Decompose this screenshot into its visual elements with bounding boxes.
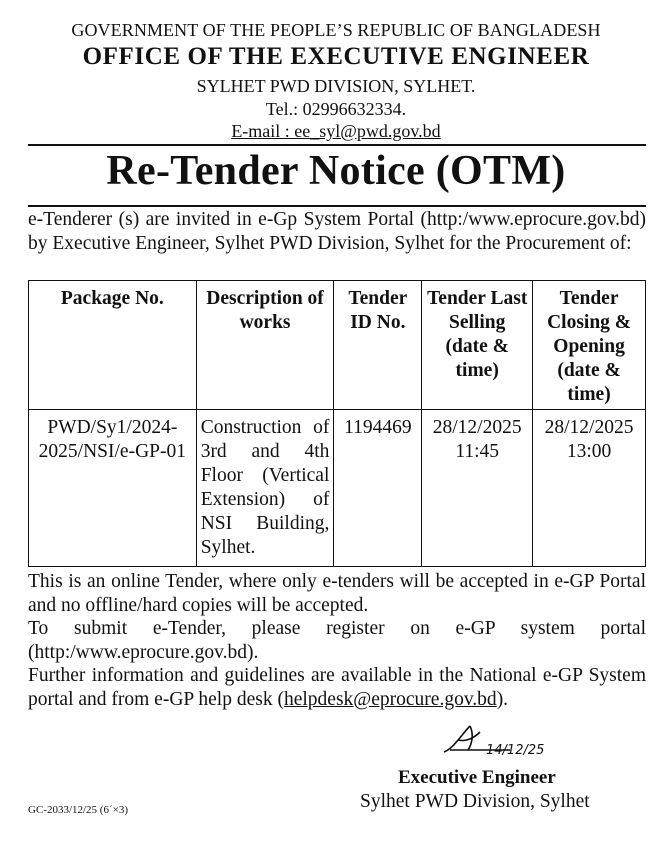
header-tender-id: Tender ID No.	[334, 281, 422, 410]
header-package-no: Package No.	[29, 281, 197, 410]
tender-table	[28, 280, 646, 567]
table-row	[29, 410, 646, 567]
top-divider	[28, 144, 646, 146]
description-cell: Construction of 3rd and 4th Floor (Vertical Extension) of NSI Building, Sylhet.	[196, 410, 334, 567]
bottom-divider	[28, 205, 646, 207]
email-text: E-mail : ee_syl@pwd.gov.bd	[231, 121, 441, 141]
table-header-row	[29, 281, 646, 410]
notice-title: Re-Tender Notice (OTM)	[106, 148, 566, 194]
last-selling-cell	[422, 410, 533, 567]
closing-time: 13:00	[566, 441, 612, 462]
email-line	[0, 121, 672, 142]
last-selling-date: 28/12/2025	[432, 417, 522, 438]
package-cell: PWD/Sy1/2024-2025/NSI/e-GP-01	[29, 410, 197, 567]
tender-id-cell: 1194469	[334, 410, 422, 567]
government-heading: GOVERNMENT OF THE PEOPLE’S REPUBLIC OF BANGLADESH	[71, 20, 601, 40]
telephone-line: Tel.: 02996632334.	[265, 99, 407, 119]
signature-mark	[440, 720, 550, 760]
last-selling-time: 11:45	[455, 441, 500, 462]
signatory-office: Sylhet PWD Division, Sylhet	[360, 791, 590, 812]
header-closing-opening: Tender Closing & Opening (date & time)	[533, 281, 646, 410]
helpdesk-email-link[interactable]: helpdesk@eprocure.gov.bd	[283, 688, 497, 710]
signatory-title: Executive Engineer	[398, 767, 556, 788]
intro-paragraph: e-Tenderer (s) are invited in e-Gp System Portal (http:/www.eprocure.gov.bd) by Executive Engineer, Sylhet PWD Division, Sylhet for the Procurement of:	[28, 209, 646, 254]
closing-cell	[533, 410, 646, 567]
register-note: To submit e-Tender, please register on e-GP system portal (http:/www.eprocure.gov.bd).	[28, 618, 646, 663]
signature-date: 14/12/25	[486, 743, 545, 758]
office-heading: OFFICE OF THE EXECUTIVE ENGINEER	[82, 43, 590, 70]
notes-section	[28, 570, 646, 711]
gc-reference-code: GC-2033/12/25 (6´×3)	[28, 804, 128, 816]
header-last-selling: Tender Last Selling (date & time)	[422, 281, 533, 410]
further-info-suffix: ).	[496, 688, 509, 710]
online-note: This is an online Tender, where only e-tenders will be accepted in e-GP Portal and no offline/hard copies will be accepted.	[28, 571, 646, 616]
further-info-prefix: Further information and guidelines are available in the National e-GP System portal and from e-GP help desk (	[28, 665, 646, 710]
further-info-note	[28, 664, 646, 711]
closing-date: 28/12/2025	[544, 417, 634, 438]
division-heading: SYLHET PWD DIVISION, SYLHET.	[196, 76, 476, 96]
header-description: Description of works	[196, 281, 334, 410]
